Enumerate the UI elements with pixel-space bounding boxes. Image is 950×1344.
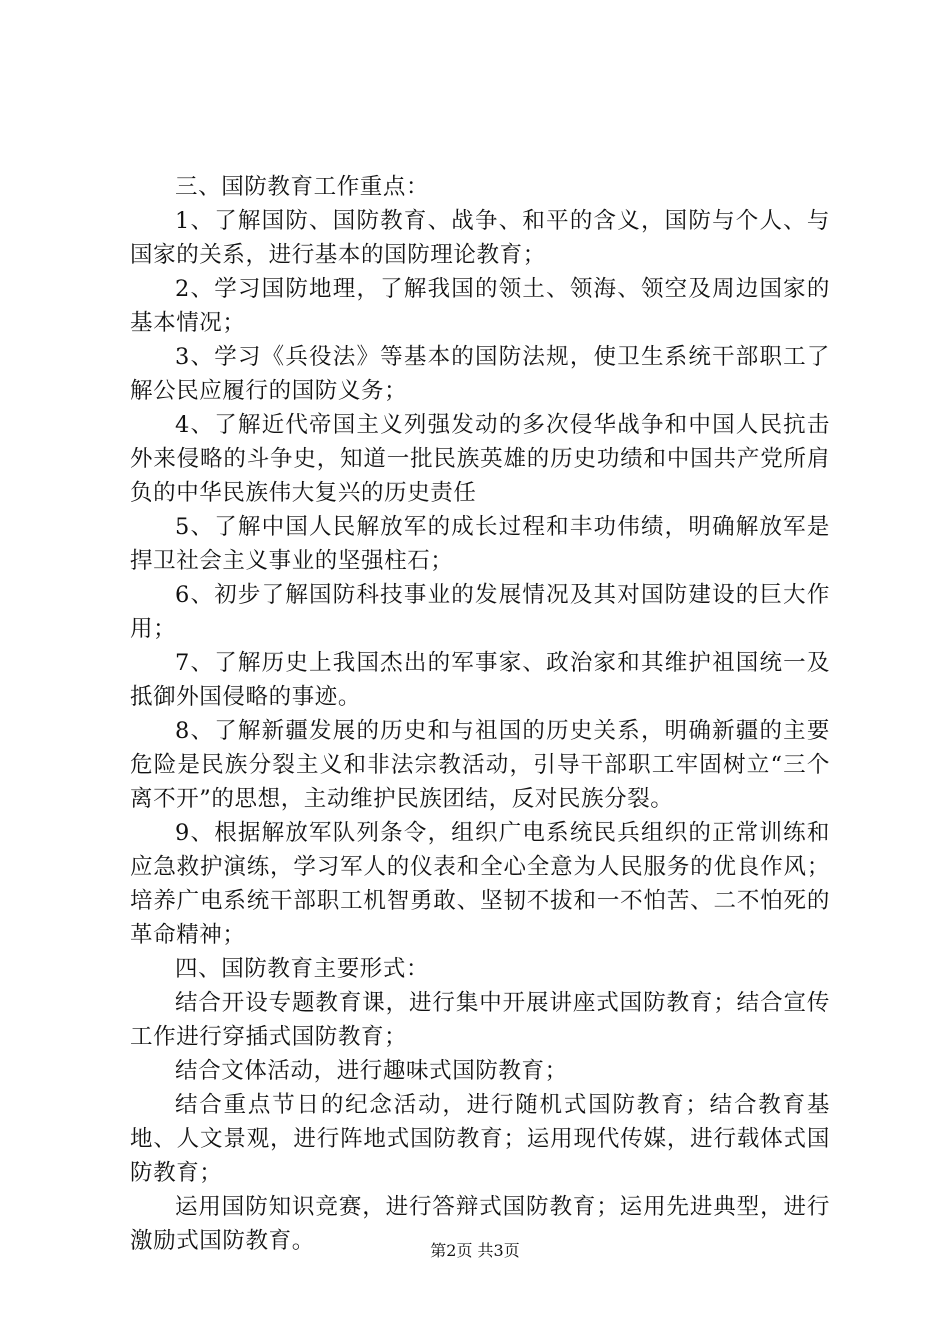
list-item: 5、了解中国人民解放军的成长过程和丰功伟绩，明确解放军是捍卫社会主义事业的坚强柱石； — [130, 514, 830, 574]
list-item: 6、初步了解国防科技事业的发展情况及其对国防建设的巨大作用； — [130, 582, 830, 642]
list-item: 1、了解国防、国防教育、战争、和平的含义，国防与个人、与国家的关系，进行基本的国防理论教育； — [130, 208, 830, 268]
list-item: 4、了解近代帝国主义列强发动的多次侵华战争和中国人民抗击外来侵略的斗争史，知道一批民族英雄的历史功绩和中国共产党所肩负的中华民族伟大复兴的历史责任 — [130, 412, 830, 506]
list-item: 2、学习国防地理，了解我国的领土、领海、领空及周边国家的基本情况； — [130, 276, 830, 336]
document-body — [130, 170, 830, 1258]
body-paragraph: 结合文体活动，进行趣味式国防教育； — [175, 1058, 568, 1084]
page-number: 第2页 共3页 — [430, 1241, 520, 1260]
body-paragraph: 结合开设专题教育课，进行集中开展讲座式国防教育；结合宣传工作进行穿插式国防教育； — [130, 990, 830, 1050]
body-paragraph: 运用国防知识竞赛，进行答辩式国防教育；运用先进典型，进行激励式国防教育。 — [130, 1194, 830, 1254]
list-item: 3、学习《兵役法》等基本的国防法规，使卫生系统干部职工了解公民应履行的国防义务； — [130, 344, 830, 404]
list-item: 8、了解新疆发展的历史和与祖国的历史关系，明确新疆的主要危险是民族分裂主义和非法宗教活动，引导干部职工牢固树立“三个离不开”的思想，主动维护民族团结，反对民族分裂。 — [130, 718, 830, 812]
section-heading-focus: 三、国防教育工作重点： — [175, 174, 430, 200]
list-item: 7、了解历史上我国杰出的军事家、政治家和其维护祖国统一及抵御外国侵略的事迹。 — [130, 650, 830, 710]
body-paragraph: 结合重点节日的纪念活动，进行随机式国防教育；结合教育基地、人文景观，进行阵地式国防教育；运用现代传媒，进行载体式国防教育； — [130, 1092, 830, 1186]
list-item: 9、根据解放军队列条令，组织广电系统民兵组织的正常训练和应急救护演练，学习军人的仪表和全心全意为人民服务的优良作风；培养广电系统干部职工机智勇敢、坚韧不拔和一不怕苦、二不怕死的革命精神； — [130, 820, 830, 948]
section-heading-forms: 四、国防教育主要形式： — [175, 956, 430, 982]
